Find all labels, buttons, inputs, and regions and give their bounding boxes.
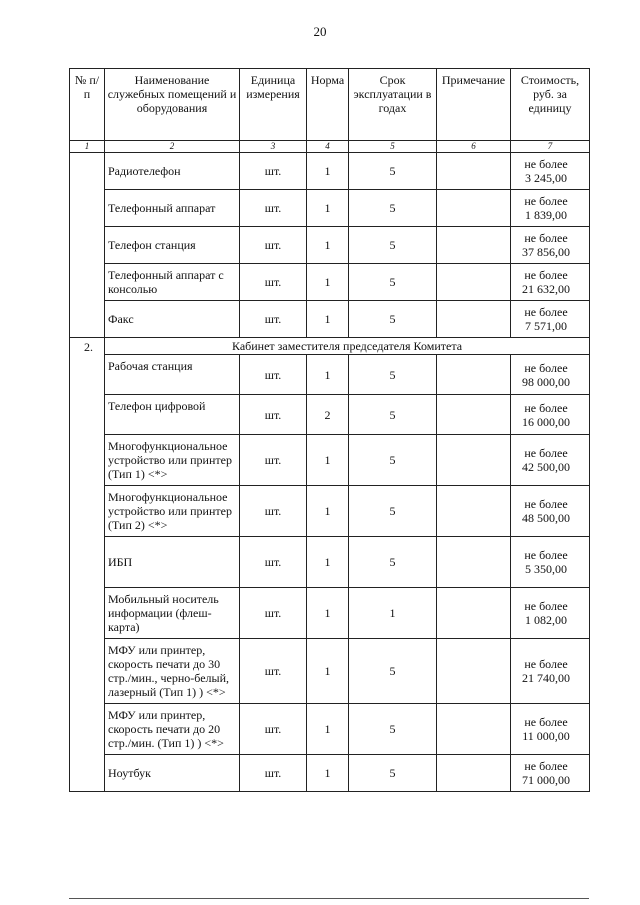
- item-cost: [511, 588, 590, 639]
- item-note: [437, 190, 511, 227]
- table-row: [70, 153, 590, 190]
- section-title: Кабинет заместителя председателя Комитета: [105, 338, 590, 355]
- item-cost-prefix: не более: [524, 715, 568, 729]
- table-row: [70, 755, 590, 792]
- item-name: Рабочая станция: [105, 355, 240, 395]
- item-name: Ноутбук: [105, 755, 240, 792]
- item-unit: шт.: [240, 395, 307, 435]
- item-cost-value: 42 500,00: [522, 460, 570, 474]
- item-norm: 1: [307, 355, 349, 395]
- item-unit: шт.: [240, 264, 307, 301]
- item-name: Многофункциональное устройство или принтер (Тип 2) <*>: [105, 486, 240, 537]
- item-cost-prefix: не более: [524, 400, 568, 415]
- item-unit: шт.: [240, 227, 307, 264]
- item-cost-value: 5 350,00: [525, 562, 567, 576]
- item-cost-value: 16 000,00: [522, 414, 570, 429]
- table-row: [70, 537, 590, 588]
- item-cost: [511, 639, 590, 704]
- item-name: Многофункциональное устройство или принтер (Тип 1) <*>: [105, 435, 240, 486]
- item-cost: [511, 537, 590, 588]
- item-cost-value: 1 839,00: [525, 208, 567, 222]
- item-note: [437, 486, 511, 537]
- item-cost-prefix: не более: [524, 157, 568, 171]
- table-row: [70, 264, 590, 301]
- column-number: 7: [511, 141, 590, 153]
- item-cost-prefix: не более: [524, 446, 568, 460]
- item-cost: [511, 153, 590, 190]
- item-cost: [511, 395, 590, 435]
- group1-body: [70, 153, 590, 338]
- item-note: [437, 537, 511, 588]
- header-norm: Норма: [307, 69, 349, 141]
- item-note: [437, 435, 511, 486]
- item-term: 5: [349, 639, 437, 704]
- item-norm: 1: [307, 227, 349, 264]
- item-cost: [511, 190, 590, 227]
- item-cost-value: 1 082,00: [525, 613, 567, 627]
- item-unit: шт.: [240, 755, 307, 792]
- page-number: 20: [313, 24, 327, 39]
- item-norm: 1: [307, 486, 349, 537]
- header-cost: Стоимость, руб. за единицу: [511, 69, 590, 141]
- item-cost-prefix: не более: [524, 268, 568, 282]
- table-row: [70, 395, 590, 435]
- item-note: [437, 355, 511, 395]
- item-name: МФУ или принтер, скорость печати до 20 стр./мин. (Тип 1) ) <*>: [105, 704, 240, 755]
- item-norm: 1: [307, 639, 349, 704]
- item-unit: шт.: [240, 588, 307, 639]
- item-cost-prefix: не более: [524, 194, 568, 208]
- item-term: 5: [349, 395, 437, 435]
- equipment-table: [69, 68, 590, 792]
- item-note: [437, 264, 511, 301]
- header-term: Срок эксплуатации в годах: [349, 69, 437, 141]
- item-name: ИБП: [105, 537, 240, 588]
- table-row: [70, 486, 590, 537]
- table-row: [70, 355, 590, 395]
- column-number: 3: [240, 141, 307, 153]
- column-number: 5: [349, 141, 437, 153]
- item-note: [437, 153, 511, 190]
- equipment-table-container: [69, 68, 589, 792]
- group1-number-cell: [70, 153, 105, 338]
- item-term: 5: [349, 153, 437, 190]
- item-cost: [511, 355, 590, 395]
- item-note: [437, 755, 511, 792]
- item-cost-value: 21 632,00: [522, 282, 570, 296]
- item-cost: [511, 704, 590, 755]
- item-name: Радиотелефон: [105, 153, 240, 190]
- item-cost-value: 37 856,00: [522, 245, 570, 259]
- column-number: 4: [307, 141, 349, 153]
- item-name: Телефонный аппарат с консолью: [105, 264, 240, 301]
- item-term: 5: [349, 190, 437, 227]
- table-row: [70, 588, 590, 639]
- header-number: № п/п: [70, 69, 105, 141]
- item-name: Телефонный аппарат: [105, 190, 240, 227]
- item-cost-prefix: не более: [524, 360, 568, 375]
- item-cost-value: 11 000,00: [522, 729, 570, 743]
- item-term: 5: [349, 355, 437, 395]
- item-unit: шт.: [240, 435, 307, 486]
- item-cost-prefix: не более: [524, 548, 568, 562]
- header-name: Наименование служебных помещений и оборудования: [105, 69, 240, 141]
- column-number-row: [70, 141, 590, 153]
- item-norm: 1: [307, 537, 349, 588]
- item-name: Телефон цифровой: [105, 395, 240, 435]
- item-term: 5: [349, 755, 437, 792]
- section-number: 2.: [70, 338, 105, 792]
- item-unit: шт.: [240, 301, 307, 338]
- section2-body: [70, 338, 590, 792]
- table-row: [70, 704, 590, 755]
- item-cost-prefix: не более: [524, 759, 568, 773]
- item-norm: 1: [307, 588, 349, 639]
- item-term: 5: [349, 537, 437, 588]
- header-note: Примечание: [437, 69, 511, 141]
- item-term: 5: [349, 264, 437, 301]
- item-unit: шт.: [240, 639, 307, 704]
- column-number: 2: [105, 141, 240, 153]
- item-norm: 2: [307, 395, 349, 435]
- item-name: Факс: [105, 301, 240, 338]
- item-cost: [511, 227, 590, 264]
- item-unit: шт.: [240, 190, 307, 227]
- item-term: 5: [349, 704, 437, 755]
- item-unit: шт.: [240, 704, 307, 755]
- item-note: [437, 227, 511, 264]
- item-note: [437, 588, 511, 639]
- item-cost-value: 98 000,00: [522, 374, 570, 389]
- item-norm: 1: [307, 301, 349, 338]
- item-norm: 1: [307, 153, 349, 190]
- item-name: Телефон станция: [105, 227, 240, 264]
- item-norm: 1: [307, 704, 349, 755]
- item-cost-value: 3 245,00: [525, 171, 567, 185]
- item-term: 5: [349, 227, 437, 264]
- item-unit: шт.: [240, 537, 307, 588]
- table-row: [70, 639, 590, 704]
- item-note: [437, 704, 511, 755]
- item-note: [437, 395, 511, 435]
- header-unit: Единица измерения: [240, 69, 307, 141]
- column-number: 6: [437, 141, 511, 153]
- item-cost-value: 71 000,00: [522, 773, 570, 787]
- header-row: [70, 69, 590, 141]
- item-norm: 1: [307, 435, 349, 486]
- item-cost-prefix: не более: [524, 599, 568, 613]
- item-name: Мобильный носитель информации (флеш-карта): [105, 588, 240, 639]
- item-cost: [511, 301, 590, 338]
- item-term: 5: [349, 301, 437, 338]
- item-norm: 1: [307, 755, 349, 792]
- item-cost-prefix: не более: [524, 497, 568, 511]
- item-norm: 1: [307, 264, 349, 301]
- item-cost: [511, 486, 590, 537]
- item-note: [437, 639, 511, 704]
- item-term: 5: [349, 435, 437, 486]
- item-cost: [511, 264, 590, 301]
- item-cost: [511, 755, 590, 792]
- bottom-rule: [69, 898, 589, 899]
- table-row: [70, 301, 590, 338]
- item-note: [437, 301, 511, 338]
- item-unit: шт.: [240, 486, 307, 537]
- item-unit: шт.: [240, 355, 307, 395]
- item-cost-prefix: не более: [524, 305, 568, 319]
- item-cost-prefix: не более: [524, 231, 568, 245]
- item-term: 5: [349, 486, 437, 537]
- item-term: 1: [349, 588, 437, 639]
- item-cost-prefix: не более: [524, 657, 568, 671]
- table-row: [70, 190, 590, 227]
- item-norm: 1: [307, 190, 349, 227]
- table-row: [70, 435, 590, 486]
- item-cost-value: 48 500,00: [522, 511, 570, 525]
- column-number: 1: [70, 141, 105, 153]
- item-cost-value: 21 740,00: [522, 671, 570, 685]
- item-cost: [511, 435, 590, 486]
- table-row: [70, 227, 590, 264]
- section-row: [70, 338, 590, 355]
- item-unit: шт.: [240, 153, 307, 190]
- item-cost-value: 7 571,00: [525, 319, 567, 333]
- item-name: МФУ или принтер, скорость печати до 30 стр./мин., черно-белый, лазерный (Тип 1) ) <*>: [105, 639, 240, 704]
